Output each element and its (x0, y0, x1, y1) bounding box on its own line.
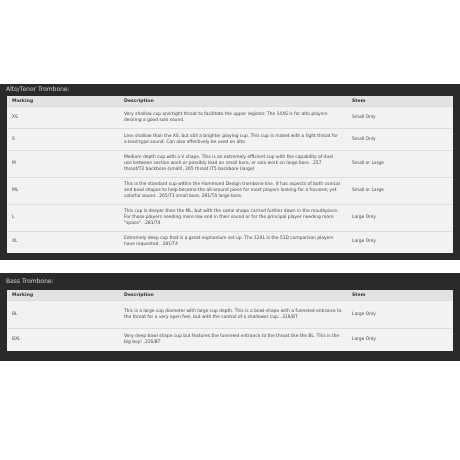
table-row (7, 178, 453, 205)
description-cell: Less shallow than the XS, but still a brighter playing cup. This cup is mated with a tight throat for a lead-type sound. Can also effectively be used on alto (119, 129, 347, 151)
table-row (7, 107, 453, 129)
stem-cell: Small or Large (347, 178, 453, 205)
header-stem: Stem (347, 290, 453, 301)
description-cell: This is the standard cup within the Hammond Design trombone line. It has aspects of both conical and bowl shapes to help become the all-around piece for most players looking for a focused, yet colorful sound. .265/T3 small bore, 281/T4 large bore. (119, 178, 347, 205)
table-row (7, 151, 453, 178)
header-stem: Stem (347, 96, 453, 107)
bass-panel (0, 273, 460, 361)
stem-cell: Small Only (347, 107, 453, 129)
description-cell: This is a large cup diameter with large cup depth. This is a bowl-shape with a funneled entrance to the throat for a very open feel, but with the control of a shallower cup. .316/BT (119, 301, 347, 329)
header-marking: Marking (7, 96, 119, 107)
description-cell: Extremely deep cup that is a great euphonium set up. The 12XL is the 51D comparison players have requested. .281/T4 (119, 232, 347, 253)
table-row (7, 129, 453, 151)
header-description: Description (119, 96, 347, 107)
marking-cell: L (7, 205, 119, 232)
header-description: Description (119, 290, 347, 301)
marking-cell: BL (7, 301, 119, 329)
marking-cell: ML (7, 178, 119, 205)
table-row (7, 301, 453, 329)
alto-tenor-table (7, 96, 453, 253)
table-row (7, 205, 453, 232)
alto-tenor-panel (0, 84, 460, 260)
marking-cell: S (7, 129, 119, 151)
table-header-row (7, 96, 453, 107)
bass-title: Bass Trombone: (6, 278, 54, 285)
description-cell: Very shallow cup and tight throat to facilitate the upper register. The 14XS is for alto players desiring a good solo sound. (119, 107, 347, 129)
marking-cell: BXL (7, 329, 119, 351)
stem-cell: Small Only (347, 129, 453, 151)
header-marking: Marking (7, 290, 119, 301)
table-row (7, 232, 453, 253)
stem-cell: Large Only (347, 232, 453, 253)
table-header-row (7, 290, 453, 301)
stem-cell: Large Only (347, 205, 453, 232)
marking-cell: XL (7, 232, 119, 253)
table-row (7, 329, 453, 351)
stem-cell: Small or Large (347, 151, 453, 178)
stem-cell: Large Only (347, 329, 453, 351)
description-cell: This cup is deeper than the ML, but with the same shape carried further down in the mouthpiece. For those players needing more low end in their sound or for the principal player needing more "space". .281/T4 (119, 205, 347, 232)
stem-cell: Large Only (347, 301, 453, 329)
marking-cell: XS (7, 107, 119, 129)
description-cell: Very deep bowl shape cup but features the funneled entrance to the throat like the BL. This is the big boy! .316/BT (119, 329, 347, 351)
bass-table (7, 290, 453, 351)
description-cell: Medium depth cup with a V shape. This is an extremely efficient cup with the capability of duel use between section work or possibly lead on small bore, or solo work on large bore. .257 throat/T2 backbore (small), 265 throat /T5 backbore (large) (119, 151, 347, 178)
marking-cell: M (7, 151, 119, 178)
alto-tenor-title: Alto/Tenor Trombone: (6, 86, 70, 93)
